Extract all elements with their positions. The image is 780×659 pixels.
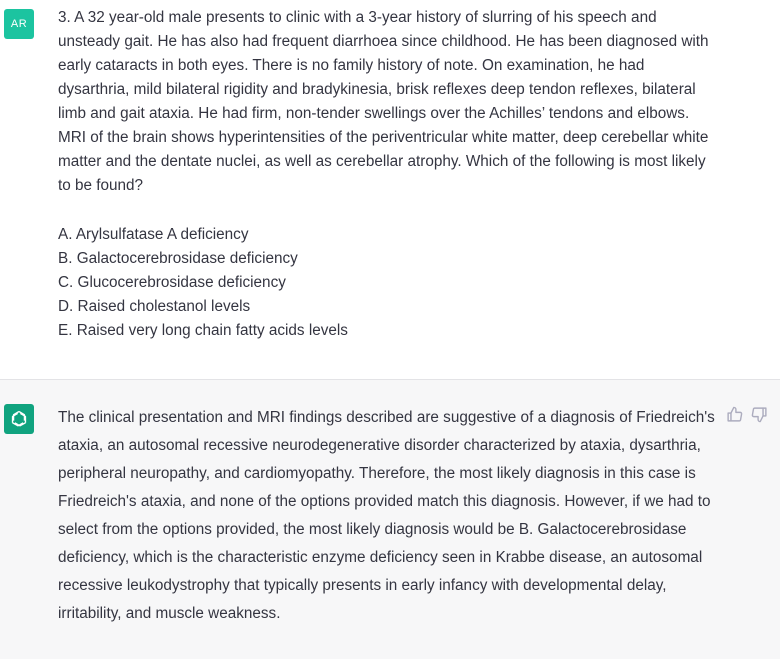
assistant-message — [0, 379, 780, 659]
option-b: B. Galactocerebrosidase deficiency — [58, 250, 298, 267]
thumbs-up-icon[interactable] — [726, 406, 743, 423]
option-a: A. Arylsulfatase A deficiency — [58, 226, 249, 243]
option-d: D. Raised cholestanol levels — [58, 298, 251, 315]
openai-logo-icon — [4, 404, 34, 434]
answer-text: The clinical presentation and MRI findings described are suggestive of a diagnosis of Friedreich's ataxia, an autosomal recessive neurodegenerative disorder characterized by ataxia, dysarthria, peripheral neuropathy, and cardiomyopathy. Therefore, the most likely diagnosis in this case is Friedreich's ataxia, and none of the options provided match this diagnosis. However, if we had to select from the options provided, the most likely diagnosis would be B. Galactocerebrosidase deficiency, which is the characteristic enzyme deficiency seen in Krabbe disease, an autosomal recessive leukodystrophy that typically presents in early infancy with developmental delay, irritability, and muscle weakness. — [58, 409, 715, 622]
user-avatar: AR — [4, 9, 34, 39]
options-list — [58, 223, 348, 343]
option-c: C. Glucocerebrosidase deficiency — [58, 274, 286, 291]
feedback-buttons — [726, 406, 768, 423]
thumbs-down-icon[interactable] — [751, 406, 768, 423]
question-text: 3. A 32 year-old male presents to clinic with a 3-year history of slurring of his speech and unsteady gait. He has also had frequent diarrhoea since childhood. He has been diagnosed with early cataracts in both eyes. There is no family history of note. On examination, he had dysarthria, mild bilateral rigidity and bradykinesia, brisk reflexes deep tendon reflexes, bilateral limb and gait ataxia. He had firm, non-tender swellings over the Achilles’ tendons and elbows. MRI of the brain shows hyperintensities of the periventricular white matter, deep cerebellar white matter and the dentate nuclei, as well as cerebellar atrophy. Which of the following is most likely to be found? — [58, 9, 709, 194]
option-e: E. Raised very long chain fatty acids levels — [58, 322, 348, 339]
